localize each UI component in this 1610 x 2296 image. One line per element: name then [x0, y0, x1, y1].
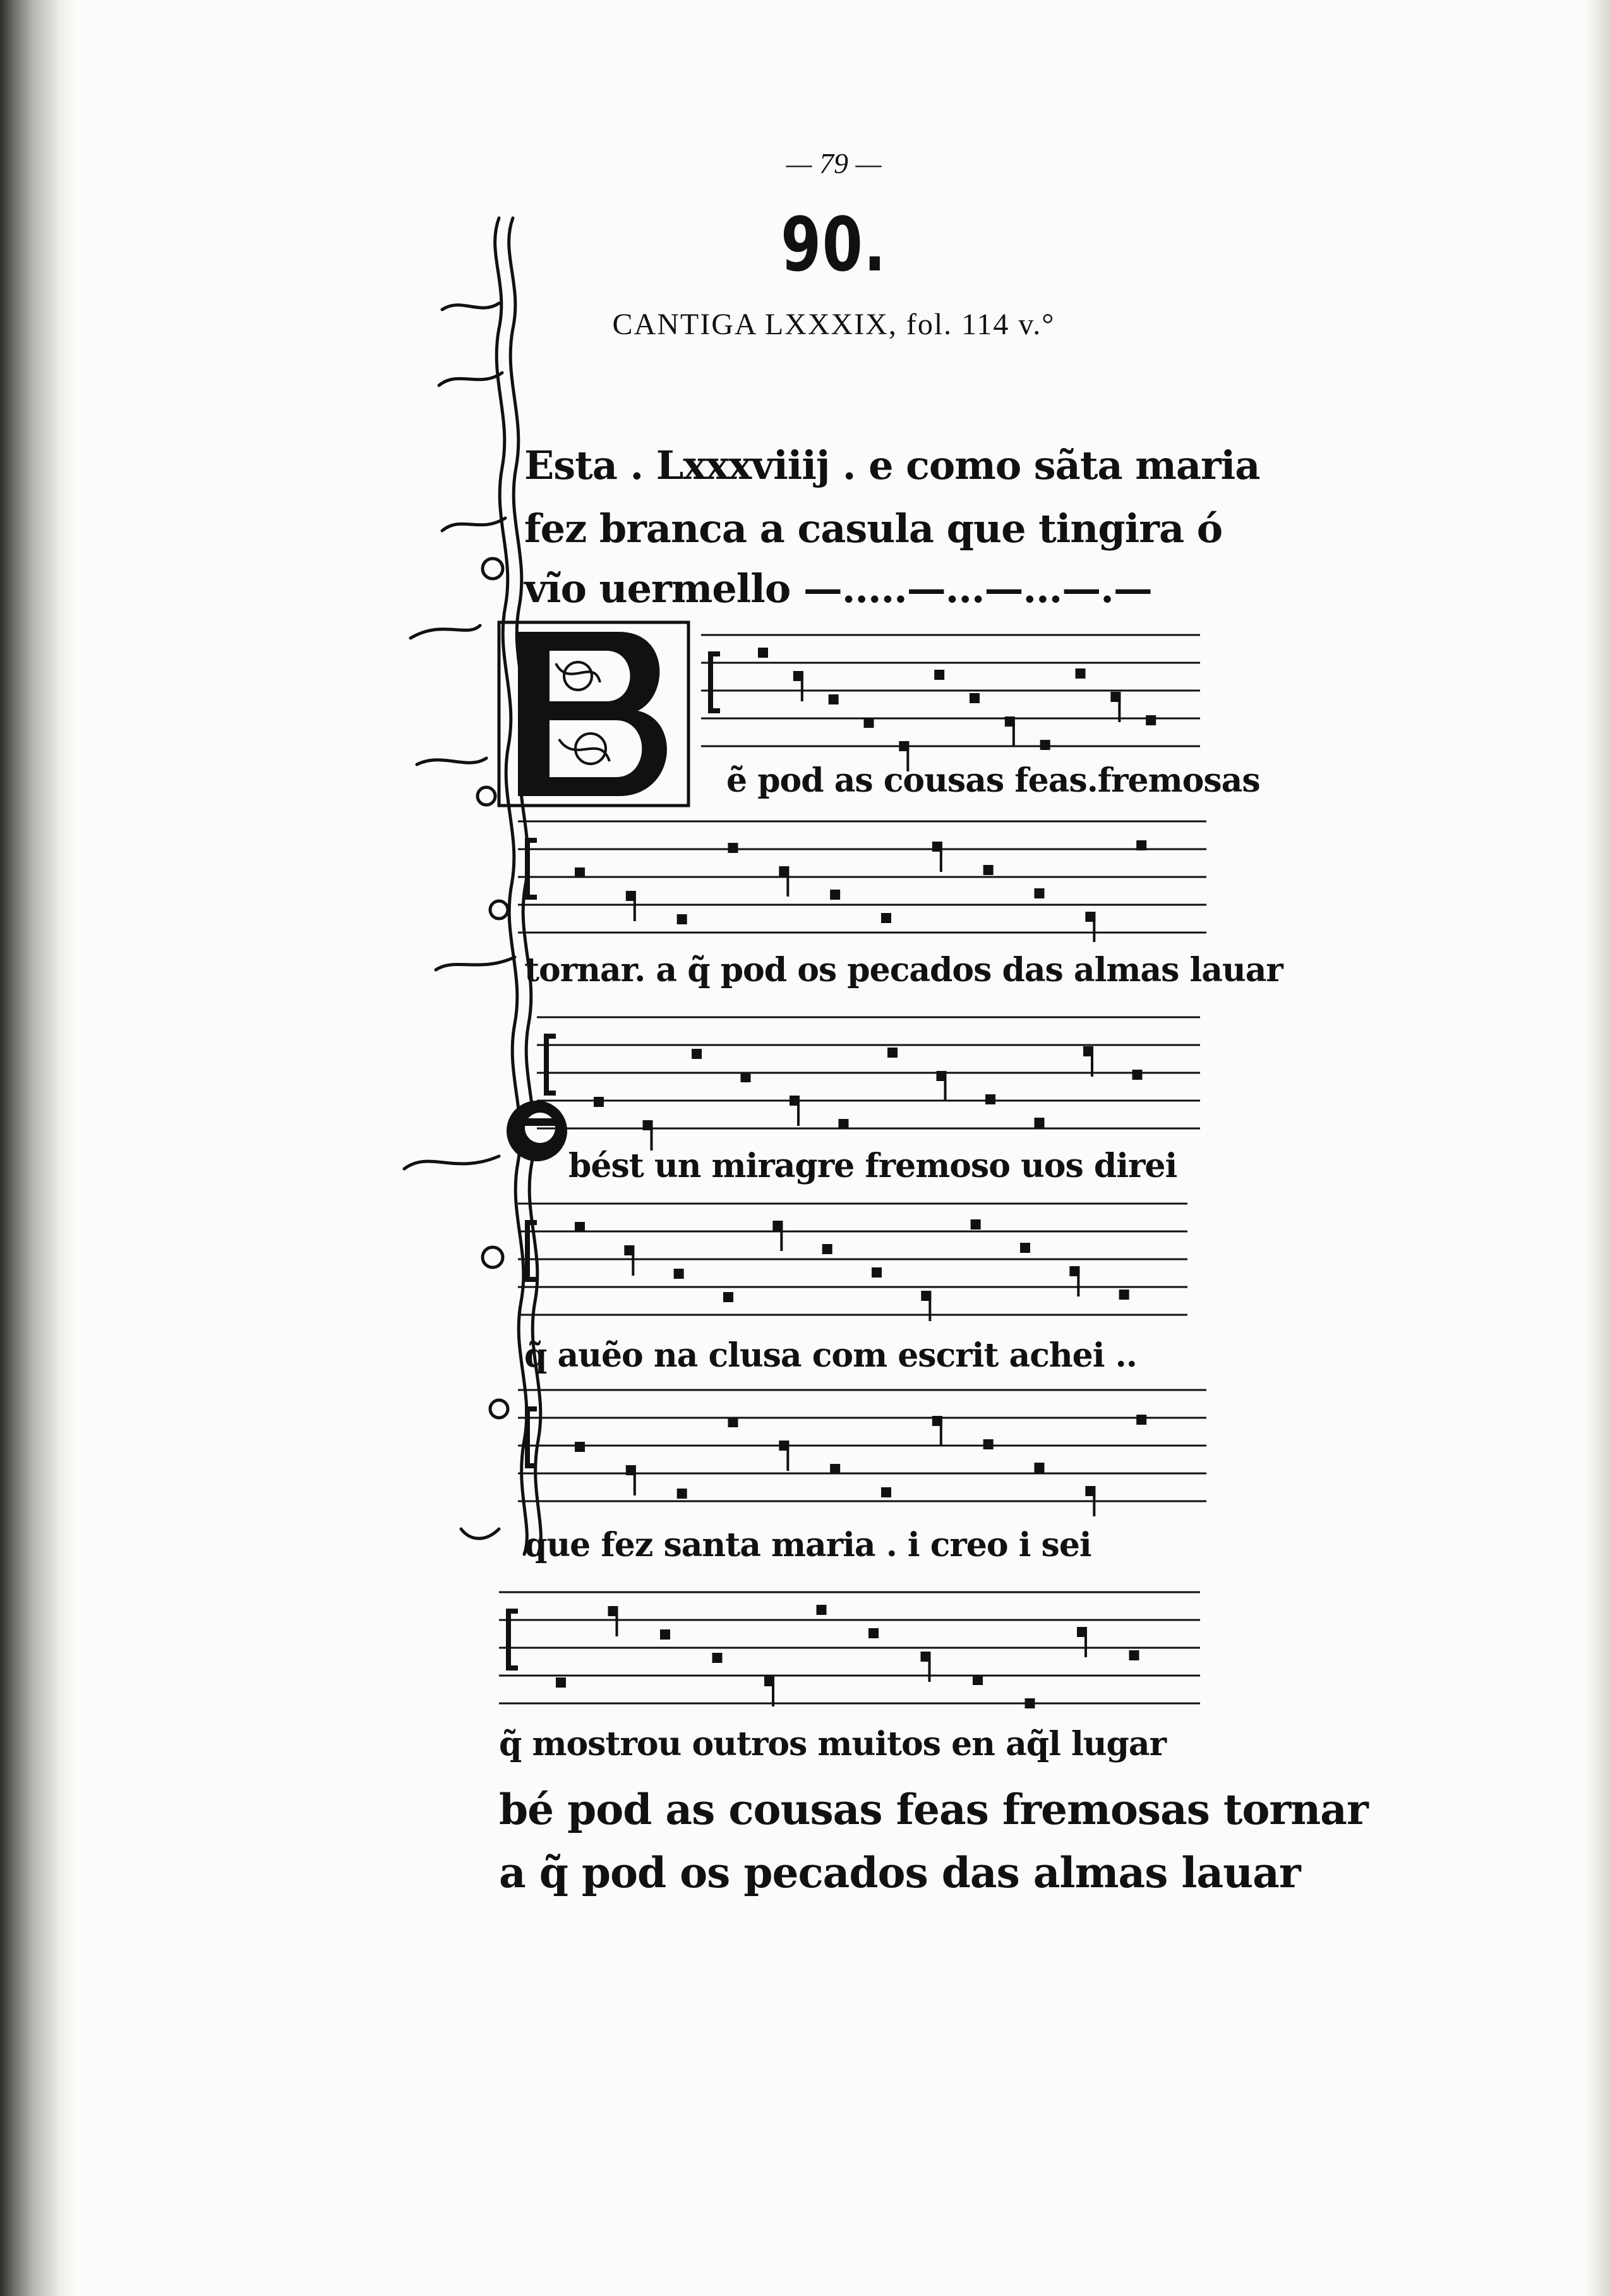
neume-note [594, 1097, 604, 1107]
lyric-line-6: q̃ mostrou outros muitos en aq̃l lugar [499, 1725, 1166, 1763]
cantiga-heading: CANTIGA LXXXIX, fol. 114 v.° [612, 308, 1055, 341]
lyric-line-3: bést un miragre fremoso uos direi [568, 1147, 1177, 1185]
neume-stem [616, 1606, 618, 1636]
rubric-dash-run: —.....—...—...—.— [803, 565, 1152, 612]
neume-note [973, 1675, 983, 1685]
neume-note [872, 1267, 882, 1278]
neume-note [1136, 1415, 1146, 1425]
neume-note [692, 1049, 702, 1059]
neume-stem [928, 1291, 931, 1321]
neume-note [971, 1219, 981, 1230]
neume-stem [1093, 1486, 1095, 1516]
lyric-line-2: tornar. a q̃ pod os pecados das almas lauar [524, 951, 1283, 989]
neume-note [881, 1487, 891, 1497]
neume-note [728, 843, 738, 853]
neume-note [723, 1292, 733, 1302]
lyric-line-1: ẽ pod as cousas feas.fremosas [726, 761, 1260, 800]
neume-stem [634, 891, 636, 921]
neume-stem [1091, 1046, 1093, 1077]
neume-note [1040, 740, 1050, 750]
neume-stem [786, 1441, 789, 1471]
neume-note [1136, 840, 1146, 850]
neume-note [983, 865, 994, 875]
neume-stem [944, 1071, 947, 1101]
lyric-line-4: q̃ auẽo na clusa com escrit achei .. [524, 1336, 1137, 1375]
neume-note [1132, 1070, 1143, 1080]
neume-stem [772, 1676, 774, 1707]
neume-note [881, 913, 891, 923]
neume-note [674, 1269, 684, 1279]
rubric-line-3 [524, 565, 1219, 612]
lyric-line-5: que fez santa maria . i creo i sei [524, 1526, 1091, 1564]
neume-note [868, 1628, 879, 1638]
neume-note [1146, 715, 1156, 725]
neume-note [575, 1442, 585, 1452]
neume-note [1035, 1463, 1045, 1473]
neume-note [556, 1677, 566, 1688]
neume-stem [801, 671, 803, 701]
neume-note [575, 867, 585, 878]
neume-note [983, 1439, 994, 1449]
neume-note [887, 1048, 898, 1058]
neume-note [728, 1417, 738, 1427]
neume-stem [1084, 1627, 1087, 1657]
refrain-line-1: bé pod as cousas feas fremosas tornar [499, 1785, 1368, 1834]
neume-stem [1118, 692, 1120, 722]
neume-stem [780, 1221, 783, 1251]
neume-note [934, 670, 944, 680]
neume-note [817, 1605, 827, 1615]
neume-stem [1012, 716, 1015, 747]
neume-note [741, 1072, 751, 1082]
neume-note [677, 914, 687, 924]
neume-note [864, 718, 874, 728]
neume-stem [651, 1120, 653, 1151]
neume-stem [928, 1652, 931, 1682]
neume-note [830, 890, 840, 900]
neume-note [1035, 888, 1045, 898]
neume-note [1025, 1698, 1035, 1708]
neume-stem [1077, 1266, 1079, 1296]
neume-stem [634, 1465, 636, 1495]
rubric-line-1: Esta . Lxxxviiij . e como sãta maria [524, 442, 1260, 488]
piece-number: 90. [781, 201, 887, 288]
page-number: — 79 — [786, 147, 882, 179]
neume-note [829, 694, 839, 704]
neume-note [1076, 668, 1086, 679]
neume-stem [940, 842, 942, 872]
neume-note [822, 1244, 832, 1254]
neume-note [839, 1119, 849, 1129]
rubric-line-3-text: vĩo uermello [524, 565, 791, 612]
neume-stem [632, 1245, 634, 1276]
neume-note [985, 1094, 995, 1104]
rubric-line-2: fez branca a casula que tingira ó [524, 505, 1223, 552]
neume-stem [1093, 912, 1095, 942]
neume-note [970, 693, 980, 703]
neume-note [575, 1222, 585, 1232]
refrain-line-2: a q̃ pod os pecados das almas lauar [499, 1848, 1301, 1897]
neume-note [1035, 1118, 1045, 1128]
neume-note [660, 1629, 670, 1640]
neume-note [1119, 1290, 1129, 1300]
neume-note [758, 648, 768, 658]
neume-stem [940, 1416, 942, 1446]
neume-stem [797, 1096, 800, 1126]
neume-note [1020, 1243, 1030, 1253]
neume-note [1129, 1650, 1139, 1660]
neume-note [712, 1653, 723, 1663]
neume-note [830, 1464, 840, 1474]
neume-note [677, 1489, 687, 1499]
neume-stem [786, 866, 789, 897]
